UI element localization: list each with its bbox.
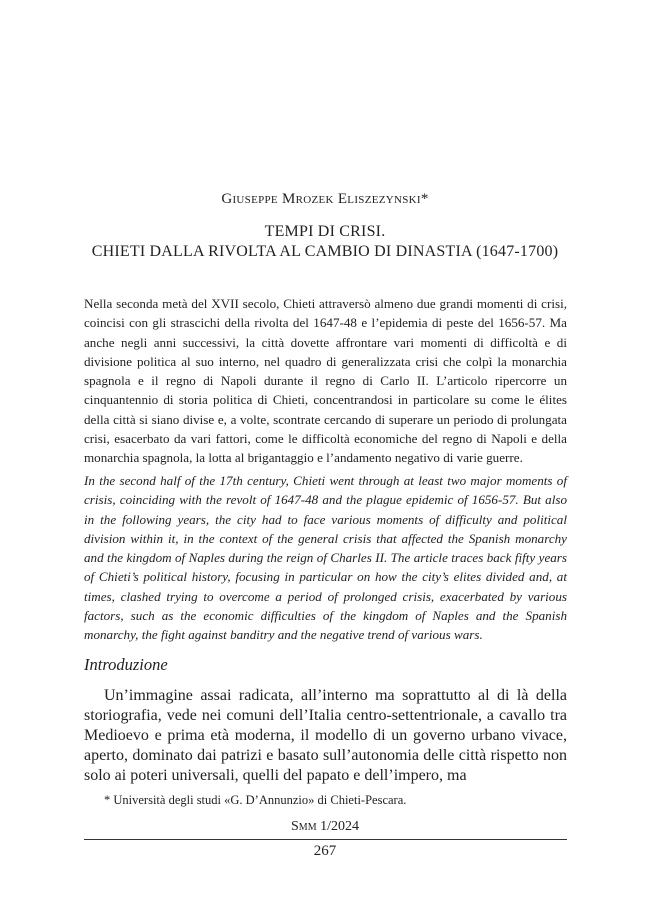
body-paragraph: Un’immagine assai radicata, all’interno ma soprattutto al di là della storiografia, vede nei comuni dell’Italia centro-settentrionale, a cavallo tra Medioevo e prima età moderna, il modello di un governo urbano vivace, aperto, dominato dai patrizi e basato sull’autonomia delle città rispetto non solo ai poteri universali, quelli del papato e dell’impero, ma	[84, 687, 567, 784]
section-heading: Introduzione	[84, 655, 168, 674]
title-line-2	[0, 242, 650, 262]
footnote: * Università degli studi «G. D’Annunzio» di Chieti-Pescara.	[104, 793, 407, 807]
article-title	[0, 222, 650, 262]
footer-rule	[84, 839, 567, 840]
title-line-1: TEMPI DI CRISI.	[264, 223, 386, 240]
title-years: (1647-1700)	[476, 243, 559, 260]
journal-issue: Smm 1/2024	[291, 819, 359, 834]
abstract-english: In the second half of the 17th century, Chieti went through at least two major moments of crisis, coinciding with the revolt of 1647-48 and the plague epidemic of 1656-57. But also in the following years, the city had to face various moments of difficulty and political division within it, in the context of the general crisis that affected the Spanish monarchy and the kingdom of Naples during the reign of Charles II. The article traces back fifty years of Chieti’s political history, focusing in particular on how the city’s elites divided and, at times, clashed trying to overcome a period of prolonged crisis, exacerbated by various factors, such as the economic difficulties of the kingdom of Naples and the Spanish monarchy, the fight against banditry and the negative trend of various wars.	[84, 473, 567, 643]
author-name: Giuseppe Mrozek Eliszezynski*	[221, 191, 429, 207]
page-number: 267	[313, 843, 337, 859]
title-main: CHIETI DALLA RIVOLTA AL CAMBIO DI DINASTIA	[91, 243, 472, 260]
abstract-italian: Nella seconda metà del XVII secolo, Chieti attraversò almeno due grandi momenti di crisi, coincisi con gli strascichi della rivolta del 1647-48 e l’epidemia di peste del 1656-57. Ma anche negli anni successivi, la città dovette affrontare vari momenti di difficoltà e di divisione politica al suo interno, nel quadro di generalizzata crisi che colpì la monarchia spagnola e il regno di Napoli durante il regno di Carlo II. L’articolo ripercorre un cinquantennio di storia politica di Chieti, concentrandosi in particolare su come le élites della città si siano divise e, a volte, scontrate cercando di superare un periodo di prolungata crisi, esacerbato da vari fattori, come le difficoltà economiche del regno di Napoli e della monarchia spagnola, la lotta al brigantaggio e l’andamento negativo di varie guerre.	[84, 296, 567, 466]
